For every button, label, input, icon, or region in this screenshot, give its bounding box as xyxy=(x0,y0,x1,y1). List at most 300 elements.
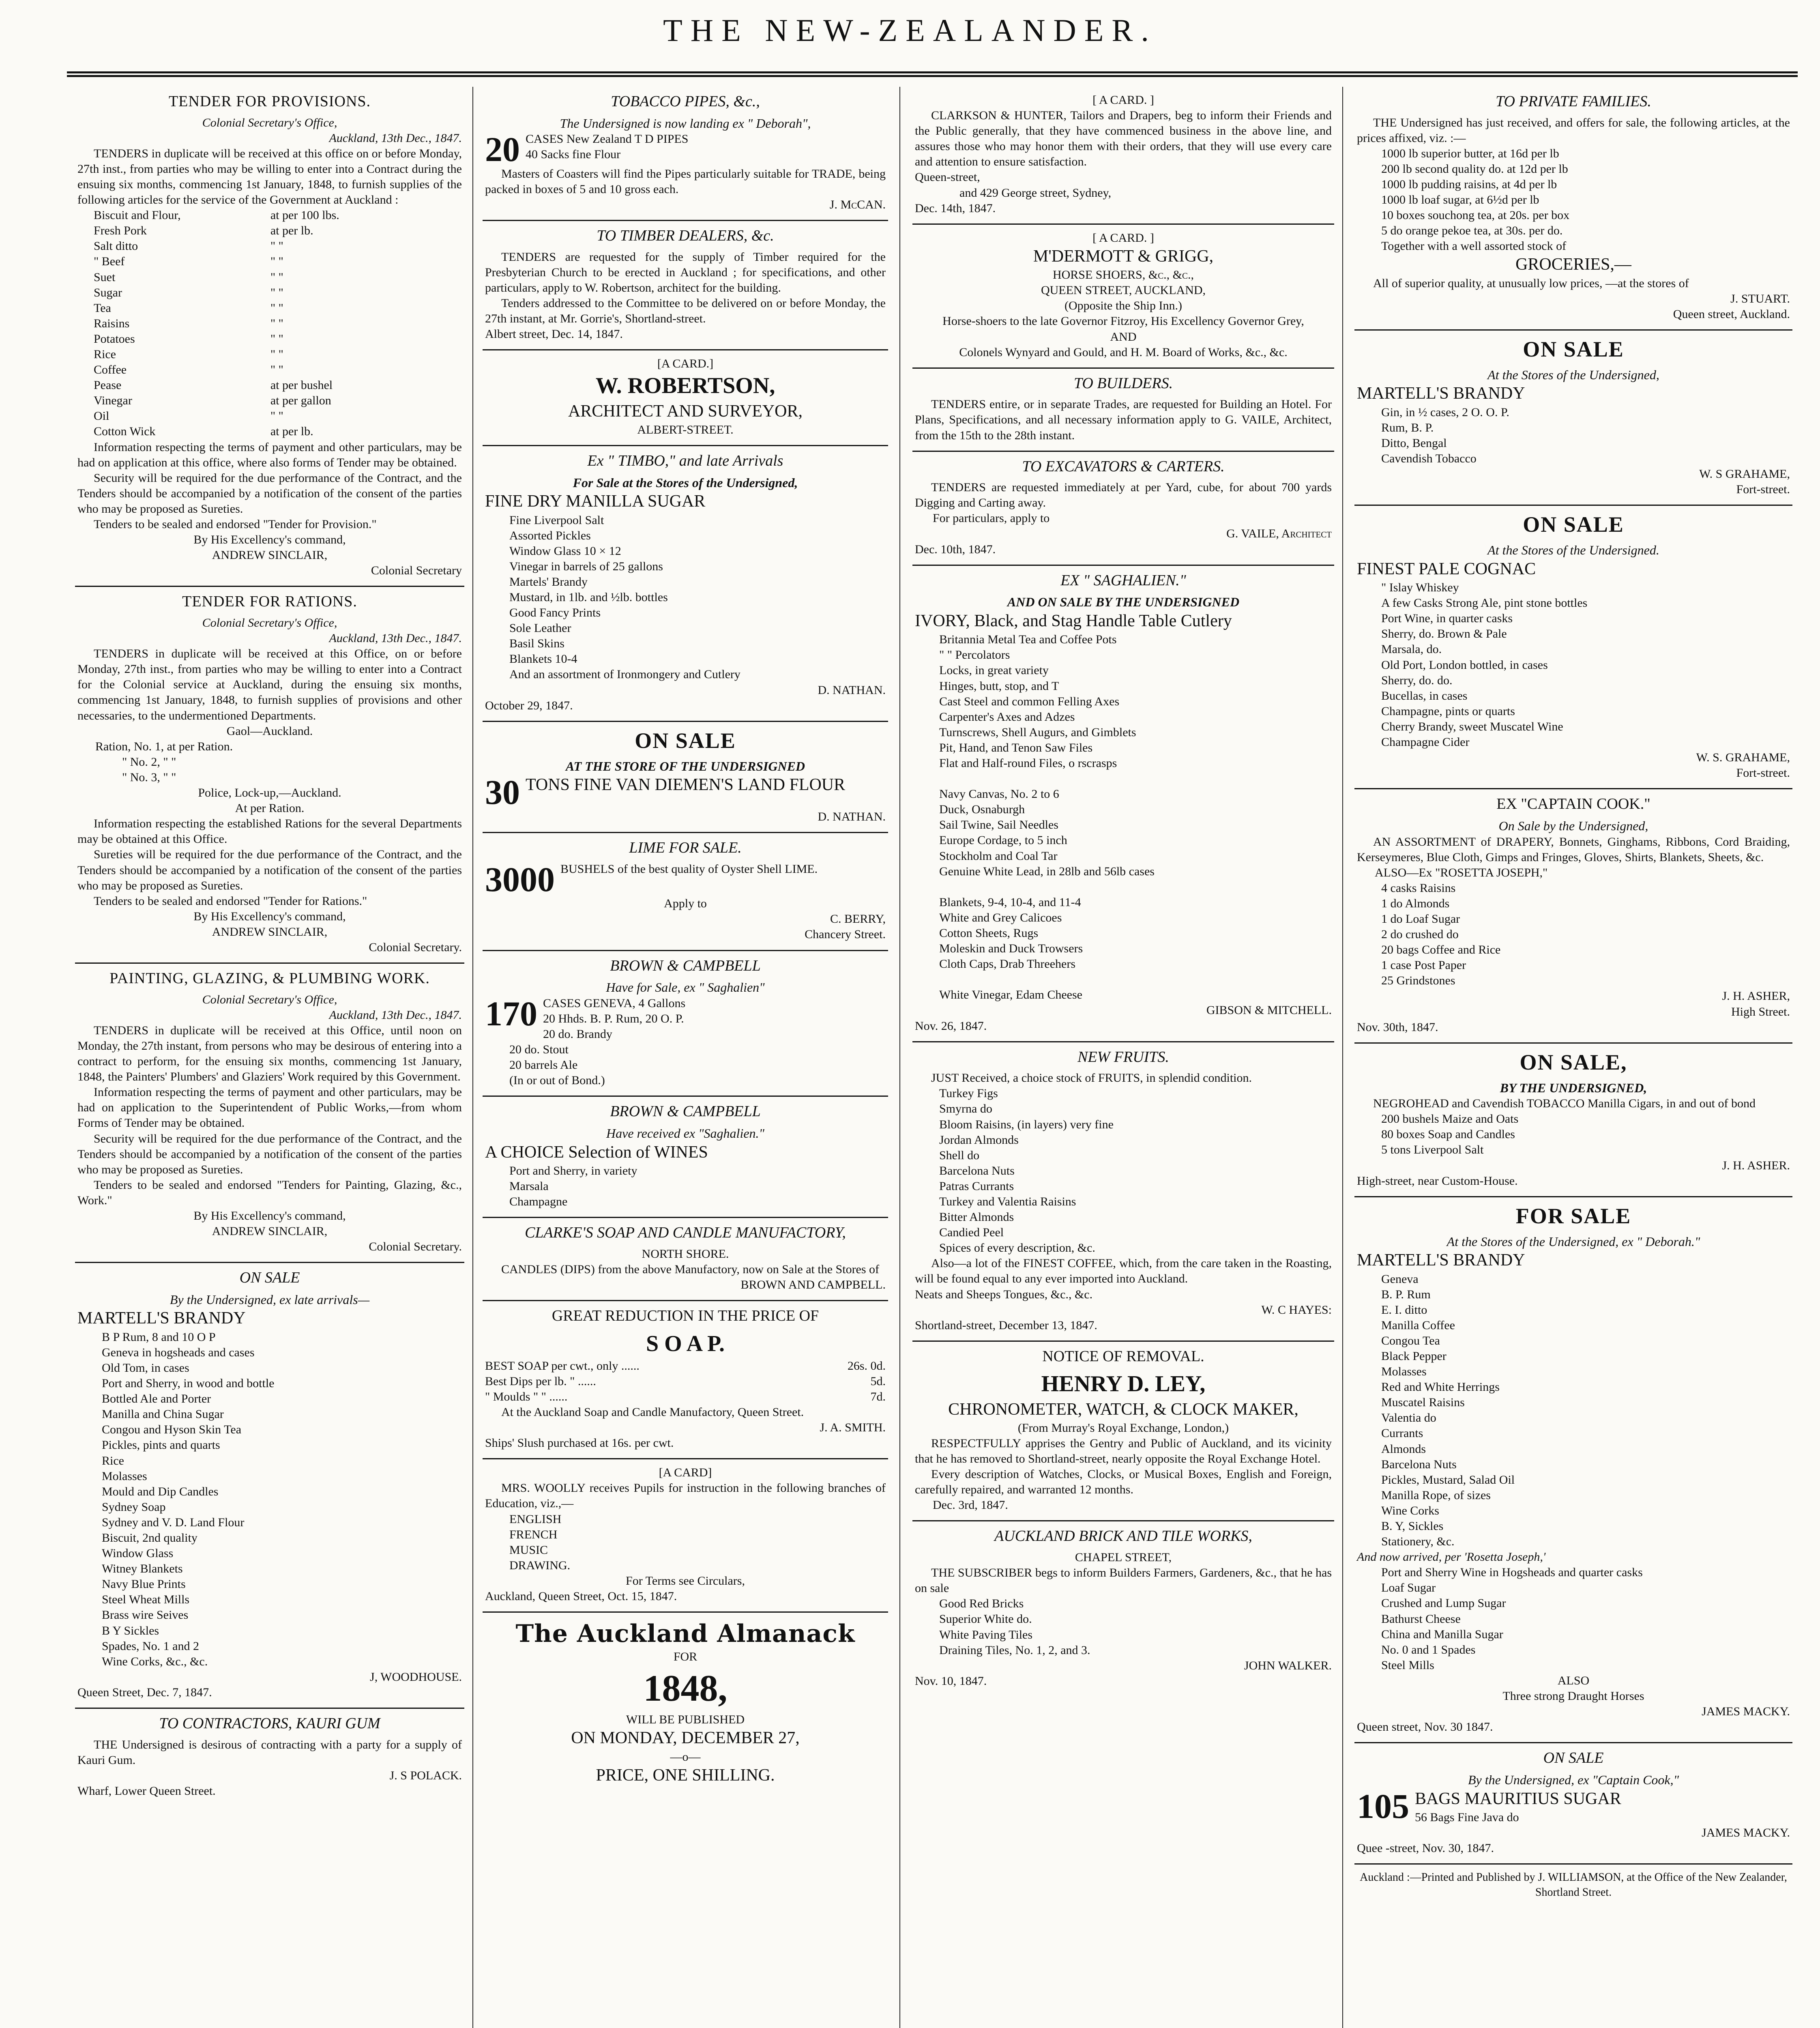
lead-item: FINEST PALE COGNAC xyxy=(1357,559,1536,578)
list-item: Port and Sherry, in variety xyxy=(509,1164,637,1177)
goods-list xyxy=(1357,580,1790,750)
list-item: B. P. Rum xyxy=(1381,1287,1431,1301)
list-item: Muscatel Raisins xyxy=(1381,1396,1465,1409)
signature: J. H. ASHER. xyxy=(1722,1158,1790,1172)
price-row xyxy=(77,424,462,439)
ad-paragraph: Information respecting the terms of payment and other particulars, may be had on application to the Superintendent of Public Works,—from whom Forms of Tender may be obtained. xyxy=(77,1085,462,1130)
price-list xyxy=(77,208,462,439)
ad-title: ON SALE xyxy=(1523,337,1624,362)
list-item: Britannia Metal Tea and Coffee Pots xyxy=(939,633,1117,647)
list-item: Red and White Herrings xyxy=(1381,1380,1500,1394)
ad-body: TENDERS entire, or in separate Trades, are requested for Building an Hotel. For Plans, Specifications, and all necessary information apply to G. VAILE, Architect, from the 15th to the 28th instant. xyxy=(915,397,1332,442)
price-term: " " xyxy=(270,286,283,299)
ad-excavators-carters xyxy=(912,452,1334,566)
list-item: Europe Cordage, to 5 inch xyxy=(939,834,1067,847)
list-item: No. 0 and 1 Spades xyxy=(1381,1643,1476,1656)
list-item: Moleskin and Duck Trowsers xyxy=(939,942,1083,956)
ad-body: TENDERS in duplicate will be received at this Office, until noon on Monday, the 27th instant, from persons who may be desirous of entering into a contract to perform, for the ensuing six months, commencing 1st January, 1848, the Painters' Plumbers' and Glaziers' Work required by this Government. xyxy=(77,1023,462,1084)
ad-paragraph: Tenders to be sealed and endorsed "Tenders for Painting, Glazing, &c., Work." xyxy=(77,1178,462,1207)
list-item: Cherry Brandy, sweet Muscatel Wine xyxy=(1381,720,1563,733)
card-name: HENRY D. LEY, xyxy=(1041,1371,1206,1397)
list-item: 25 Grindstones xyxy=(1381,974,1455,988)
ad-paragraph: Every description of Watches, Clocks, or Musical Boxes, English and Foreign, carefully repaired, and warranted 12 months. xyxy=(915,1467,1332,1497)
list-item: Bathurst Cheese xyxy=(1381,1612,1461,1626)
signature: C. BERRY, xyxy=(830,912,886,926)
list-item: 1000 lb loaf sugar, at 6½d per lb xyxy=(1381,193,1539,207)
list-item: Candied Peel xyxy=(939,1226,1004,1240)
list-item: Pickles, Mustard, Salad Oil xyxy=(1381,1473,1515,1487)
price-term: at per lb. xyxy=(270,224,313,238)
list-item: 20 barrels Ale xyxy=(509,1058,578,1072)
ad-title: NOTICE OF REMOVAL. xyxy=(1042,1347,1204,1365)
ad-on-sale-woodhouse xyxy=(75,1263,464,1709)
ad-title: NEW FRUITS. xyxy=(1077,1048,1169,1066)
goods-list xyxy=(485,1163,886,1209)
price-item: Salt ditto xyxy=(94,239,138,253)
ad-paragraph: Information respecting the terms of payment and other particulars, may be had on application at this office, where also forms of Tender may be obtained. xyxy=(77,440,462,469)
signature: ANDREW SINCLAIR, xyxy=(212,925,328,939)
price-item: " Beef xyxy=(94,255,125,269)
ad-title: ON SALE xyxy=(239,1269,300,1287)
price-item: " Moulds " " ...... xyxy=(485,1390,568,1403)
signature: D. NATHAN. xyxy=(818,683,886,697)
list-item: Window Glass xyxy=(102,1547,174,1560)
ad-title: TO BUILDERS. xyxy=(1073,374,1173,392)
ad-clarkes-soap xyxy=(483,1218,888,1301)
list-item: 5 tons Liverpool Salt xyxy=(1381,1143,1484,1157)
list-item: Navy Canvas, No. 2 to 6 xyxy=(939,787,1059,801)
goods-list xyxy=(1357,1111,1790,1158)
list-item: Molasses xyxy=(102,1469,147,1483)
ad-brown-campbell-geneva xyxy=(483,951,888,1097)
signature: G. VAILE, Architect xyxy=(1226,527,1332,541)
price-term: at per 100 lbs. xyxy=(270,208,339,222)
address-line: CHAPEL STREET, xyxy=(1075,1551,1172,1564)
price-term: at per gallon xyxy=(270,394,331,408)
list-item: 20 bags Coffee and Rice xyxy=(1381,943,1501,957)
ration-line: At per Ration. xyxy=(235,801,305,815)
list-item: B. Y, Sickles xyxy=(1381,1519,1444,1533)
list-item: 20 Hhds. B. P. Rum, 20 O. P. xyxy=(543,1012,684,1025)
price-term: " " xyxy=(270,270,283,284)
column-divider xyxy=(899,87,900,2028)
goods-list xyxy=(77,1330,462,1669)
ad-paragraph: Security will be required for the due performance of the Contract, and the Tenders should be accompanied by a notification of the consent of the parties who may be proposed as Sureties. xyxy=(77,1132,462,1176)
price-item: Suet xyxy=(94,270,116,284)
lead-item: A CHOICE Selection of WINES xyxy=(485,1143,708,1162)
price-term: at per lb. xyxy=(270,425,313,438)
list-item: Wine Corks, &c., &c. xyxy=(102,1654,208,1668)
lead-item: FINE DRY MANILLA SUGAR xyxy=(485,492,706,511)
list-item: Valentia do xyxy=(1381,1411,1436,1425)
list-item: Flat and Half-round Files, o rscrasps xyxy=(939,756,1117,770)
ad-subtitle: By the Undersigned, ex "Captain Cook," xyxy=(1468,1772,1679,1787)
list-item: 5 do orange pekoe tea, at 30s. per do. xyxy=(1381,224,1563,238)
list-item: 80 boxes Soap and Candles xyxy=(1381,1128,1515,1141)
ad-body: THE Undersigned has just received, and offers for sale, the following articles, at the prices affixed, viz. :— xyxy=(1357,116,1790,145)
almanack-published: WILL BE PUBLISHED xyxy=(626,1713,745,1727)
ad-title: TENDER FOR PROVISIONS. xyxy=(168,93,371,110)
ad-subtitle: Have for Sale, ex " Saghalien" xyxy=(606,980,765,995)
ad-tobacco-pipes xyxy=(483,87,888,221)
ad-kauri-gum xyxy=(75,1709,464,1806)
address-line: Wharf, Lower Queen Street. xyxy=(77,1784,216,1798)
department-line: Gaol—Auckland. xyxy=(226,724,313,738)
signature: J. A. SMITH. xyxy=(820,1421,886,1435)
ad-body: TENDERS in duplicate will be received at this Office, on or before Monday, 27th inst., from parties who may be willing to enter into a Contract for the Colonial service at Auckland, during the ensuing six months, commencing 1st January, 1848, to furnish supplies of provisions and other necessaries, to the undermentioned Departments. xyxy=(77,647,462,722)
ad-title: ON SALE xyxy=(1523,512,1624,537)
list-item: Window Glass 10 × 12 xyxy=(509,544,621,558)
address-line: Chancery Street. xyxy=(805,928,886,941)
date-line: Nov. 26, 1847. xyxy=(915,1019,987,1033)
ad-paragraph: Security will be required for the due performance of the Contract, and the Tenders should be accompanied by a notification of the consent of the parties who may be proposed as Sureties. xyxy=(77,471,462,516)
date-line: Quee -street, Nov. 30, 1847. xyxy=(1357,1841,1494,1855)
list-item: Assorted Pickles xyxy=(509,528,591,542)
ad-title: EX "CAPTAIN COOK." xyxy=(1496,795,1650,813)
date-line: Dec. 10th, 1847. xyxy=(915,542,996,556)
list-item: Cavendish Tobacco xyxy=(1381,452,1477,466)
card-tag: [A CARD.] xyxy=(657,357,714,371)
ad-title: CLARKE'S SOAP AND CANDLE MANUFACTORY, xyxy=(525,1224,846,1242)
card-tag: [A CARD] xyxy=(659,1466,712,1480)
price-term: at per bushel xyxy=(270,378,333,392)
signature: W. S GRAHAME, xyxy=(1699,467,1790,481)
ad-brown-campbell-wines xyxy=(483,1097,888,1218)
also-line: ALSO xyxy=(1557,1674,1590,1687)
ad-subtitle: AT THE STORE OF THE UNDERSIGNED xyxy=(565,758,805,773)
list-item: Duck, Osnaburgh xyxy=(939,803,1025,816)
list-item xyxy=(915,879,1332,895)
list-item: Spades, No. 1 and 2 xyxy=(102,1639,199,1653)
list-item: Turkey Figs xyxy=(939,1087,998,1100)
card-role: HORSE SHOERS, &c., &c., xyxy=(1052,268,1194,282)
ration-line: Ration, No. 1, at per Ration. xyxy=(95,739,233,753)
list-item: Bloom Raisins, (in layers) very fine xyxy=(939,1117,1114,1131)
goods-line: Three strong Draught Horses xyxy=(1502,1689,1644,1703)
column-4 xyxy=(1354,87,1792,2028)
list-item: China and Manilla Sugar xyxy=(1381,1627,1503,1641)
card-address: ALBERT-STREET. xyxy=(637,423,734,436)
list-item: Cloth Caps, Drab Threehers xyxy=(939,957,1076,971)
goods-list xyxy=(1357,405,1790,466)
list-item: Hinges, butt, stop, and T xyxy=(939,679,1059,693)
ad-title: TO EXCAVATORS & CARTERS. xyxy=(1022,458,1225,475)
list-item: Sydney and V. D. Land Flour xyxy=(102,1515,245,1529)
price-term: " " xyxy=(270,255,283,269)
ad-body: Masters of Coasters will find the Pipes particularly suitable for TRADE, being packed in boxes of 5 and 10 gross each. xyxy=(485,167,886,196)
ad-paragraph: All of superior quality, at unusually low prices, —at the stores of xyxy=(1373,276,1689,290)
ad-body: AN ASSORTMENT of DRAPERY, Bonnets, Ginghams, Ribbons, Cord Braiding, Kerseymeres, Blue Cloth, Gimps and Fringes, Gloves, Shirts, Blankets, Sheets, &c. xyxy=(1357,835,1790,864)
price-item: Coffee xyxy=(94,363,127,377)
address-line: Queen street, Auckland. xyxy=(1673,307,1790,321)
list-item: Champagne, pints or quarts xyxy=(1381,704,1515,718)
ad-body: Horse-shoers to the late Governor Fitzroy, His Excellency Governor Grey, xyxy=(942,314,1304,328)
list-item: Witney Blankets xyxy=(102,1562,183,1576)
list-item: Stockholm and Coal Tar xyxy=(939,849,1058,863)
headline-word: S O A P. xyxy=(646,1331,725,1356)
list-item: Basil Skins xyxy=(509,637,564,651)
almanack-title: The Auckland Almanack xyxy=(515,1620,855,1648)
list-item: 1000 lb superior butter, at 16d per lb xyxy=(1381,146,1559,160)
list-item: Cotton Sheets, Rugs xyxy=(939,926,1039,940)
ad-title: TO TIMBER DEALERS, &c. xyxy=(597,227,774,245)
list-item: Together with a well assorted stock of xyxy=(1381,239,1567,253)
ad-painting-glazing xyxy=(75,964,464,1263)
ad-tender-rations xyxy=(75,587,464,964)
signature: ANDREW SINCLAIR, xyxy=(212,1225,328,1238)
ad-card-robertson xyxy=(483,350,888,446)
ad-body: Colonels Wynyard and Gould, and H. M. Board of Works, &c., &c. xyxy=(959,345,1288,359)
ad-title: GREAT REDUCTION IN THE PRICE OF xyxy=(552,1307,819,1324)
price-row xyxy=(77,393,462,408)
list-item: Port and Sherry Wine in Hogsheads and quarter casks xyxy=(1381,1566,1643,1579)
list-item: B Y Sickles xyxy=(102,1624,159,1637)
ad-body: TENDERS are requested for the supply of Timber required for the Presbyterian Church to be erected in Auckland ; for specifications, and other particulars, apply to W. Robertson, architect for the building. xyxy=(485,250,886,294)
ad-body: THE Undersigned is desirous of contracting with a party for a supply of Kauri Gum. xyxy=(77,1738,462,1767)
list-item: Turnscrews, Shell Augurs, and Gimblets xyxy=(939,725,1136,739)
ad-subtitle: At the Stores of the Undersigned, ex " Deborah." xyxy=(1447,1234,1700,1249)
ad-body: MRS. WOOLLY receives Pupils for instruction in the following branches of Education, viz.,— xyxy=(485,1481,886,1510)
list-item: Black Pepper xyxy=(1381,1349,1447,1363)
list-item: Biscuit, 2nd quality xyxy=(102,1531,197,1545)
list-item: Cast Steel and common Felling Axes xyxy=(939,694,1120,708)
list-item: Martels' Brandy xyxy=(509,575,588,589)
goods-list xyxy=(1357,1272,1790,1550)
office-line: Colonial Secretary's Office, xyxy=(202,116,337,129)
card-tag: [ A CARD. ] xyxy=(1092,93,1154,107)
date-line: October 29, 1847. xyxy=(485,698,573,712)
signature-role: Colonial Secretary. xyxy=(369,940,462,954)
list-item: Geneva in hogsheads and cases xyxy=(102,1345,255,1359)
list-item: " " Percolators xyxy=(939,648,1010,662)
date-line: Auckland, 13th Dec., 1847. xyxy=(329,632,462,645)
list-item: Stationery, &c. xyxy=(1381,1535,1455,1549)
ad-soap-reduction xyxy=(483,1301,888,1459)
date-line: Queen street, Nov. 30 1847. xyxy=(1357,1720,1493,1734)
goods-line: 56 Bags Fine Java do xyxy=(1415,1810,1519,1824)
list-item: (In or out of Bond.) xyxy=(509,1074,605,1087)
ad-body: JUST Received, a choice stock of FRUITS, in splendid condition. xyxy=(931,1071,1252,1085)
list-item: Manilla Coffee xyxy=(1381,1318,1455,1332)
quantity-number: 3000 xyxy=(485,859,555,899)
price-row xyxy=(77,378,462,393)
list-item: A few Casks Strong Ale, pint stone bottles xyxy=(1381,596,1588,610)
address-line: Fort-street. xyxy=(1736,483,1790,496)
ration-line: " No. 3, " " xyxy=(122,770,176,784)
ad-ex-timbo xyxy=(483,446,888,722)
signature: BROWN AND CAMPBELL. xyxy=(740,1278,886,1291)
price-term: " " xyxy=(270,332,283,346)
ad-body: RESPECTFULLY apprises the Gentry and Public of Auckland, and its vicinity that he has removed to Shortland-street, nearly opposite the Royal Exchange Hotel. xyxy=(915,1436,1332,1466)
list-item: Steel Mills xyxy=(1381,1658,1434,1672)
ad-subtitle: On Sale by the Undersigned, xyxy=(1498,818,1648,833)
list-item: Gin, in ½ cases, 2 O. O. P. xyxy=(1381,405,1509,419)
signature: JAMES MACKY. xyxy=(1702,1826,1790,1839)
list-item: White and Grey Calicoes xyxy=(939,911,1062,924)
price-item: BEST SOAP per cwt., only ...... xyxy=(485,1359,640,1373)
list-item: Marsala xyxy=(509,1179,549,1193)
list-item: Carpenter's Axes and Adzes xyxy=(939,710,1075,724)
price-row xyxy=(77,285,462,301)
ad-flour-on-sale xyxy=(483,722,888,833)
list-item: 1000 lb pudding raisins, at 4d per lb xyxy=(1381,177,1557,191)
column-divider xyxy=(1342,87,1343,2028)
column-1 xyxy=(75,87,464,2028)
price-row xyxy=(77,270,462,285)
list-item: Manilla Rope, of sizes xyxy=(1381,1488,1491,1502)
list-item: Barcelona Nuts xyxy=(1381,1457,1457,1471)
ad-title: TO CONTRACTORS, KAURI GUM xyxy=(159,1715,380,1732)
price-item: Cotton Wick xyxy=(94,425,156,438)
price-row xyxy=(77,408,462,424)
ad-title: AUCKLAND BRICK AND TILE WORKS, xyxy=(994,1527,1252,1545)
goods-line: TONS FINE VAN DIEMEN'S LAND FLOUR xyxy=(526,776,846,795)
quantity-number: 170 xyxy=(485,994,537,1033)
ad-title: TOBACCO PIPES, &c., xyxy=(611,93,760,110)
list-item: " Islay Whiskey xyxy=(1381,581,1459,595)
goods-line: BAGS MAURITIUS SUGAR xyxy=(1415,1789,1621,1808)
list-item: Champagne xyxy=(509,1195,568,1209)
date-line: Dec. 14th, 1847. xyxy=(915,201,996,215)
list-item: Ditto, Bengal xyxy=(1381,436,1447,450)
price-item: Oil xyxy=(94,409,109,423)
date-line: Auckland, Queen Street, Oct. 15, 1847. xyxy=(485,1590,677,1603)
signature: J. H. ASHER, xyxy=(1722,989,1790,1003)
price-item: Biscuit and Flour, xyxy=(94,208,181,222)
ad-title: LIME FOR SALE. xyxy=(629,839,742,856)
headline-word: GROCERIES,— xyxy=(1515,255,1631,274)
ad-body: TENDERS in duplicate will be received at this office on or before Monday, 27th inst., from parties who may be willing to enter into a Contract during the ensuing six months, commencing 1st January, 1848, to furnish supplies of the following articles for the service of the Government at Auckland : xyxy=(77,146,462,207)
price-item: Tea xyxy=(94,301,111,315)
ad-body: THE SUBSCRIBER begs to inform Builders Farmers, Gardeners, &c., that he has on sale xyxy=(915,1566,1332,1595)
list-item: And an assortment of Ironmongery and Cutlery xyxy=(509,668,740,681)
quantity-number: 20 xyxy=(485,130,520,169)
price-term: " " xyxy=(270,363,283,377)
masthead-rule xyxy=(67,71,1798,77)
list-item: Fine Liverpool Salt xyxy=(509,513,604,527)
price-row xyxy=(77,238,462,254)
price-row xyxy=(485,1358,886,1374)
date-line: Auckland, 13th Dec., 1847. xyxy=(329,131,462,145)
ad-subtitle: BY THE UNDERSIGNED, xyxy=(1500,1080,1647,1095)
imprint-text: Auckland :—Printed and Published by J. WILLIAMSON, at the Office of the New Zealander, Shortland Street. xyxy=(1360,1871,1787,1899)
ad-tender-provisions xyxy=(75,87,464,587)
list-item: Molasses xyxy=(1381,1365,1427,1379)
list-item: Geneva xyxy=(1381,1272,1419,1286)
column-2 xyxy=(483,87,888,2028)
address-line: High-street, near Custom-House. xyxy=(1357,1174,1518,1188)
list-item: Bucellas, in cases xyxy=(1381,689,1468,702)
ad-title: BROWN & CAMPBELL xyxy=(610,1103,761,1120)
ad-notice-of-removal xyxy=(912,1342,1334,1522)
ad-mdermott-grigg xyxy=(912,225,1334,369)
ad-paragraph: Ships' Slush purchased at 16s. per cwt. xyxy=(485,1436,674,1450)
list-item: Steel Wheat Mills xyxy=(102,1593,190,1607)
list-item: Congou and Hyson Skin Tea xyxy=(102,1423,242,1437)
list-item: B P Rum, 8 and 10 O P xyxy=(102,1330,216,1344)
list-item: 10 boxes souchong tea, at 20s. per box xyxy=(1381,208,1570,222)
goods-list xyxy=(1357,881,1790,989)
price-item: Vinegar xyxy=(94,394,132,408)
list-item: E. I. ditto xyxy=(1381,1303,1427,1317)
date-line: Albert street, Dec. 14, 1847. xyxy=(485,327,623,341)
price-item: Potatoes xyxy=(94,332,135,346)
list-item: Jordan Almonds xyxy=(939,1133,1019,1147)
list-item: 2 do crushed do xyxy=(1381,928,1459,941)
goods-list xyxy=(915,1596,1332,1658)
price-row xyxy=(485,1389,886,1405)
list-item: 200 lb second quality do. at 12d per lb xyxy=(1381,162,1568,176)
ad-private-families xyxy=(1354,87,1792,331)
list-item: Locks, in great variety xyxy=(939,664,1049,677)
ad-brick-tile-works xyxy=(912,1521,1334,1696)
ad-paragraph: Information respecting the established Rations for the several Departments may be obtained at this Office. xyxy=(77,817,462,846)
ad-subtitle: The Undersigned is now landing ex " Deborah", xyxy=(560,116,811,131)
almanack-price: PRICE, ONE SHILLING. xyxy=(596,1766,775,1785)
list-item: 4 casks Raisins xyxy=(1381,881,1456,895)
list-item: Old Tom, in cases xyxy=(102,1361,189,1375)
ad-body: CANDLES (DIPS) from the above Manufactory, now on Sale at the Stores of xyxy=(501,1262,880,1276)
office-line: Colonial Secretary's Office, xyxy=(202,993,337,1006)
goods-line: 40 Sacks fine Flour xyxy=(526,148,621,161)
list-item: Sydney Soap xyxy=(102,1500,166,1514)
ad-timber-dealers xyxy=(483,221,888,350)
list-item: Port and Sherry, in wood and bottle xyxy=(102,1377,275,1390)
ad-paragraph: Tenders to be sealed and endorsed "Tender for Rations." xyxy=(94,894,367,908)
price-value: 7d. xyxy=(870,1390,886,1403)
ad-almanack xyxy=(483,1613,888,1794)
list-item: Pit, Hand, and Tenon Saw Files xyxy=(939,741,1093,754)
list-item: Good Fancy Prints xyxy=(509,606,601,620)
price-item: Sugar xyxy=(94,286,122,299)
column-3 xyxy=(912,87,1334,2028)
ad-title: FOR SALE xyxy=(1515,1203,1631,1228)
price-item: Best Dips per lb. " ...... xyxy=(485,1374,596,1388)
date-line: Dec. 3rd, 1847. xyxy=(933,1498,1008,1512)
price-row xyxy=(77,347,462,362)
quantity-number: 105 xyxy=(1357,1786,1409,1826)
price-item: Fresh Pork xyxy=(94,224,147,238)
office-line: Colonial Secretary's Office, xyxy=(202,616,337,629)
ad-subtitle: Have received ex "Saghalien." xyxy=(606,1126,764,1141)
list-item: Marsala, do. xyxy=(1381,642,1442,656)
card-name: W. ROBERTSON, xyxy=(595,373,775,399)
list-item: Manilla and China Sugar xyxy=(102,1407,224,1421)
apply-line: Apply to xyxy=(664,897,707,911)
ad-to-builders xyxy=(912,369,1334,452)
list-item: Crushed and Lump Sugar xyxy=(1381,1596,1506,1610)
almanack-separator: —o— xyxy=(670,1750,701,1764)
ration-line: " No. 2, " " xyxy=(122,755,176,769)
list-item: 1 do Loaf Sugar xyxy=(1381,912,1460,926)
ad-on-sale-grahame-1 xyxy=(1354,331,1792,506)
ad-body: CLARKSON & HUNTER, Tailors and Drapers, beg to inform their Friends and the Public generally, that they have commenced business in the above line, and assures those who may honor them with their orders, that they will use every care and attention to ensure satisfaction. xyxy=(915,109,1332,169)
also-line: ALSO—Ex "ROSETTA JOSEPH," xyxy=(1375,866,1548,879)
date-line: Queen Street, Dec. 7, 1847. xyxy=(77,1685,212,1699)
ad-on-sale-grahame-2 xyxy=(1354,506,1792,789)
price-row xyxy=(485,1374,886,1389)
signature-role: Colonial Secretary. xyxy=(369,1240,462,1254)
ad-subtitle: For Sale at the Stores of the Undersigned, xyxy=(573,475,798,490)
price-item: Rice xyxy=(94,348,116,361)
goods-list xyxy=(485,513,886,683)
list-item: Patras Currants xyxy=(939,1179,1014,1193)
list-item: Turkey and Valentia Raisins xyxy=(939,1195,1076,1208)
list-item: Vinegar in barrels of 25 gallons xyxy=(509,559,663,573)
list-item: Sole Leather xyxy=(509,621,571,635)
lead-item: IVORY, Black, and Stag Handle Table Cutlery xyxy=(915,611,1232,630)
list-item: 1 do Almonds xyxy=(1381,896,1450,910)
